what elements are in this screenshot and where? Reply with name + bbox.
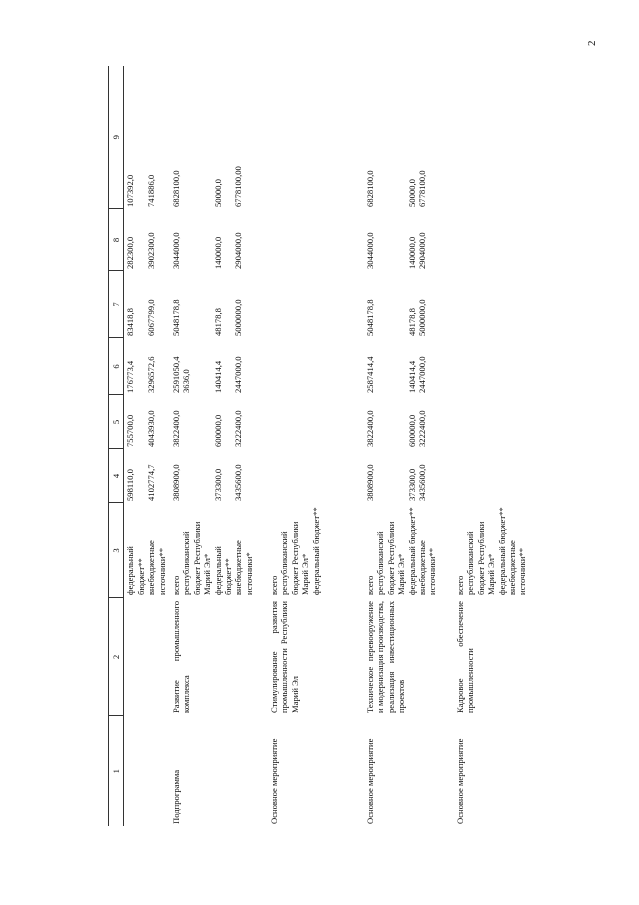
value-line [223, 396, 233, 447]
value-line: 373300,0 [212, 468, 223, 501]
funding-source-line: внебюджетные [233, 540, 244, 595]
header-row [109, 66, 124, 826]
value-line [192, 67, 202, 207]
value-cell [364, 271, 454, 338]
value-line: 2904000,0 [233, 232, 244, 269]
value-line [396, 450, 406, 501]
value-line [136, 450, 146, 501]
funding-source-line: Марий Эл* [396, 553, 407, 595]
value-line [375, 339, 385, 393]
funding-source-line: федеральный бюджет** [310, 507, 321, 595]
value-line: 2447000,0 [233, 356, 244, 393]
value-line: 598110,0 [125, 469, 136, 501]
value-line [136, 67, 146, 207]
value-line: 3222400,0 [416, 410, 427, 447]
funding-source-line: источники* [243, 552, 254, 595]
value-line [375, 450, 385, 501]
value-line: 600000,0 [406, 414, 417, 447]
value-cell [268, 395, 364, 449]
value-cell [454, 271, 542, 338]
value-line [386, 396, 396, 447]
value-line: 6778100,0 [416, 170, 427, 207]
table-row [124, 66, 170, 826]
value-line: 140000,0 [406, 236, 417, 269]
page-number: 2 [586, 40, 598, 46]
value-line: 3808900,0 [170, 464, 181, 501]
value-line: 2904000,0 [416, 232, 427, 269]
value-line: 755700,0 [125, 414, 136, 447]
value-cell [124, 66, 170, 209]
value-line [136, 396, 146, 447]
value-cell [170, 338, 268, 395]
value-cell [454, 209, 542, 271]
value-cell [170, 271, 268, 338]
value-cell [454, 395, 542, 449]
funding-source-line: Марий Эл* [486, 553, 497, 595]
value-line [202, 67, 212, 207]
value-line: 3044000,0 [170, 232, 181, 269]
value-line: 50000,0 [406, 179, 417, 207]
value-cell [170, 449, 268, 503]
value-line [181, 396, 191, 447]
value-line: 3044000,0 [364, 232, 375, 269]
value-line: 3435600,0 [416, 464, 427, 501]
value-line [244, 450, 254, 501]
value-line [157, 450, 167, 501]
value-line [386, 67, 396, 207]
table-row [268, 66, 364, 826]
value-line [136, 339, 146, 393]
value-line: 3296572,6 [146, 356, 157, 393]
value-cell [364, 338, 454, 395]
row-type-cell [124, 716, 170, 826]
funding-source-line: всего [364, 575, 375, 595]
row-title-cell: Развитие промышленного комплекса [170, 601, 192, 713]
value-line [427, 339, 437, 393]
value-line [386, 450, 396, 501]
value-line [157, 210, 167, 269]
column-header: 1 [109, 716, 124, 826]
value-line: 140000,0 [212, 236, 223, 269]
value-line [427, 450, 437, 501]
table-row [454, 66, 542, 826]
column-header: 2 [109, 598, 124, 716]
funding-source-line: источники** [156, 547, 167, 595]
value-line: 282300,0 [125, 236, 136, 269]
value-line [136, 210, 146, 269]
value-line: 4102774,7 [146, 464, 157, 501]
value-line: 107392,0 [125, 174, 136, 207]
value-line [157, 339, 167, 393]
value-line [192, 210, 202, 269]
value-line [202, 450, 212, 501]
value-line [244, 67, 254, 207]
column-header: 4 [109, 449, 124, 503]
rotated-table-container [108, 66, 528, 826]
value-line [396, 67, 406, 207]
table-row [170, 66, 268, 826]
value-line: 3435600,0 [233, 464, 244, 501]
table-body [124, 66, 542, 826]
funding-source-cell [124, 503, 170, 598]
value-cell [454, 338, 542, 395]
value-line: 3822400,0 [364, 410, 375, 447]
funding-source-line: республиканский [279, 531, 290, 595]
column-header: 7 [109, 271, 124, 338]
value-line: 3636,0 [181, 369, 192, 393]
value-line: 3222400,0 [233, 410, 244, 447]
value-cell [124, 271, 170, 338]
value-line [223, 210, 233, 269]
value-line [386, 210, 396, 269]
value-line: 3822400,0 [170, 410, 181, 447]
value-line: 3808900,0 [364, 464, 375, 501]
value-line [157, 396, 167, 447]
funding-source-line: внебюджетные [146, 540, 157, 595]
value-line [375, 210, 385, 269]
funding-source-line: федеральный [125, 546, 136, 595]
value-line: 48178,8 [212, 308, 223, 336]
value-line: 2591050,4 [170, 356, 181, 393]
value-line [202, 396, 212, 447]
value-line: 2447000,0 [416, 356, 427, 393]
value-cell [268, 271, 364, 338]
column-header: 9 [109, 66, 124, 209]
value-line: 140414,4 [406, 360, 417, 393]
value-line [427, 272, 437, 336]
row-title-cell: Техническое перевооружение и модернизация производства, реализация инвестиционных проектов [364, 601, 407, 713]
value-line [223, 450, 233, 501]
value-line: 6828100,0 [364, 170, 375, 207]
value-line [244, 272, 254, 336]
funding-source-line: внебюджетные [506, 540, 517, 595]
value-line [223, 67, 233, 207]
funding-source-line: республиканский [181, 531, 192, 595]
funding-source-line: республиканский [465, 531, 476, 595]
funding-source-line: федеральный бюджет** [406, 507, 417, 595]
value-cell [364, 209, 454, 271]
value-line [396, 339, 406, 393]
value-line [202, 339, 212, 393]
funding-source-line: источники** [517, 547, 528, 595]
value-line [202, 272, 212, 336]
table-row [364, 66, 454, 826]
funding-source-line: бюджет Республики [385, 521, 396, 595]
row-title-cell: Стимулирование развития промышленности Республики Марий Эл [268, 601, 300, 713]
value-line [386, 339, 396, 393]
value-cell [170, 66, 268, 209]
value-line: 741886,0 [146, 174, 157, 207]
value-line [427, 396, 437, 447]
value-cell [170, 209, 268, 271]
value-line [192, 339, 202, 393]
value-line [202, 210, 212, 269]
funding-source-line: всего [454, 575, 465, 595]
value-line [192, 396, 202, 447]
value-line [192, 450, 202, 501]
value-cell [124, 449, 170, 503]
value-line [396, 272, 406, 336]
value-line [223, 272, 233, 336]
column-header: 5 [109, 395, 124, 449]
value-line [386, 272, 396, 336]
value-line [375, 396, 385, 447]
value-line [375, 272, 385, 336]
value-line [181, 272, 191, 336]
funding-source-line: бюджет Республики [289, 521, 300, 595]
value-cell [124, 338, 170, 395]
funding-source-cell [170, 503, 268, 598]
row-title-cell: Кадровое обеспечение промышленности [454, 601, 476, 713]
value-line: 176773,4 [125, 360, 136, 393]
row-type-cell: Подпрограмма [170, 769, 181, 824]
value-line [244, 210, 254, 269]
value-line [157, 67, 167, 207]
funding-source-cell [454, 503, 542, 598]
value-line: 3902300,0 [146, 232, 157, 269]
row-type-cell: Основное мероприятие [454, 738, 465, 824]
value-cell [454, 66, 542, 209]
value-line: 6067799,0 [146, 299, 157, 336]
column-header: 3 [109, 503, 124, 598]
funding-source-line: бюджет** [135, 558, 146, 595]
funding-source-line: республиканский [375, 531, 386, 595]
funding-source-cell [268, 503, 364, 598]
value-line [427, 67, 437, 207]
value-line: 83418,8 [125, 308, 136, 336]
value-line: 50000,0 [212, 179, 223, 207]
funding-source-line: федеральный бюджет** [496, 507, 507, 595]
value-line [181, 210, 191, 269]
budget-table [108, 66, 542, 826]
value-line [396, 210, 406, 269]
value-cell [454, 449, 542, 503]
value-cell [364, 395, 454, 449]
funding-source-line: всего [268, 575, 279, 595]
row-type-cell: Основное мероприятие [364, 738, 375, 824]
value-cell [364, 449, 454, 503]
value-line: 5048178,8 [364, 299, 375, 336]
value-line: 4043930,0 [146, 410, 157, 447]
funding-source-line: бюджет Республики [475, 521, 486, 595]
funding-source-cell [364, 503, 454, 598]
value-cell [268, 449, 364, 503]
row-title-cell [124, 598, 170, 716]
value-cell [364, 66, 454, 209]
value-line: 5000000,0 [233, 299, 244, 336]
value-line [223, 339, 233, 393]
row-type-cell: Основное мероприятие [268, 738, 279, 824]
value-line: 5000000,0 [416, 299, 427, 336]
funding-source-line: внебюджетные [416, 540, 427, 595]
value-cell [268, 209, 364, 271]
value-line [375, 67, 385, 207]
value-cell [170, 395, 268, 449]
value-cell [268, 66, 364, 209]
value-line [181, 450, 191, 501]
funding-source-line: бюджет** [222, 558, 233, 595]
column-header: 6 [109, 338, 124, 395]
funding-source-line: Марий Эл* [300, 553, 311, 595]
value-line [181, 67, 191, 207]
value-line [427, 210, 437, 269]
value-cell [268, 338, 364, 395]
value-line: 140414,4 [212, 360, 223, 393]
value-line [157, 272, 167, 336]
value-cell [124, 395, 170, 449]
value-line: 600000,0 [212, 414, 223, 447]
funding-source-line: всего [170, 575, 181, 595]
value-line [396, 396, 406, 447]
value-line: 6828100,0 [170, 170, 181, 207]
value-line: 373300,0 [406, 468, 417, 501]
funding-source-line: источники** [427, 547, 438, 595]
funding-source-line: бюджет Республики [191, 521, 202, 595]
value-line: 6778100,00 [233, 166, 244, 207]
value-cell [124, 209, 170, 271]
value-line [244, 339, 254, 393]
column-header: 8 [109, 209, 124, 271]
value-line [136, 272, 146, 336]
value-line: 2587414,4 [364, 356, 375, 393]
value-line [192, 272, 202, 336]
funding-source-line: Марий Эл* [202, 553, 213, 595]
value-line: 48178,8 [406, 308, 417, 336]
funding-source-line: федеральный [212, 546, 223, 595]
value-line [244, 396, 254, 447]
value-line: 5048178,8 [170, 299, 181, 336]
